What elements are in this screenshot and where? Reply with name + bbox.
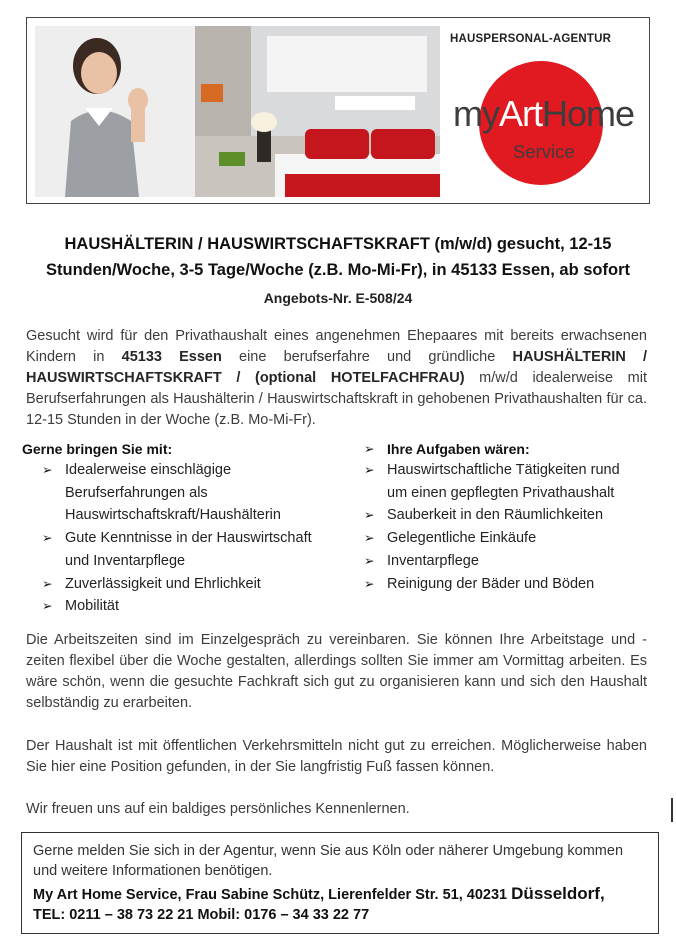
headline-line-2: Stunden/Woche, 3-5 Tage/Woche (z.B. Mo-Mi-Fr), in 45133 Essen, ab sofort: [45, 261, 630, 279]
list-item: ➢ Gelegentliche Einkäufe: [364, 527, 654, 550]
working-hours-paragraph: Die Arbeitszeiten sind im Einzelgespräch zu vereinbaren. Sie können Ihre Arbeitstage und -zeiten flexibel über die Woche gestalten, allerdings sollten Sie immer am Vormittag arbeiten. Es wäre schön, wenn die gesuchte Fachkraft sich gut zu organisieren kann und sich den Haushalt selbständig zu erarbeiten.: [26, 632, 647, 711]
headline-line-1: HAUSHÄLTERIN / HAUSWIRTSCHAFTSKRAFT (m/w/d) gesucht, 12-15: [64, 235, 612, 253]
list-item: ➢ Mobilität: [42, 595, 352, 618]
header-banner: [26, 17, 650, 204]
offer-number: Angebots-Nr. E-508/24: [263, 290, 413, 306]
tasks-heading: ➢ Ihre Aufgaben wären:: [364, 441, 654, 457]
intro-location: 45133 Essen: [121, 349, 222, 365]
intro-paragraph: [26, 326, 647, 431]
intro-text-3: m/w/d idealerweise mit Berufserfahrungen als Haushälterin / Hauswirtschaftskraft in gehobenen Privathaushalten für ca. 12-15 Stunden in der Woche (z.B. Mo-Mi-Fr).: [26, 370, 647, 428]
requirements-section: [22, 441, 352, 618]
contact-phone: TEL: 0211 – 38 73 22 21 Mobil: 0176 – 34 33 22 77: [33, 907, 370, 923]
job-headline: [22, 231, 654, 283]
list-item: ➢ Reinigung der Bäder und Böden: [364, 573, 654, 596]
transport-paragraph: Der Haushalt ist mit öffentlichen Verkehrsmitteln nicht gut zu erreichen. Möglicherweise haben Sie hier eine Position gefunden, in der Sie langfristig Fuß fassen können.: [26, 738, 647, 775]
tasks-section: [364, 441, 654, 595]
collage-image: [35, 26, 440, 197]
contact-company: [33, 884, 648, 905]
logo-part-my: my: [453, 93, 499, 134]
closing-paragraph: Wir freuen uns auf ein baldiges persönliches Kennenlernen.: [26, 801, 410, 817]
logo-part-art: Art: [499, 93, 543, 134]
agency-label: HAUSPERSONAL-AGENTUR: [450, 33, 612, 45]
list-item: ➢ Inventarpflege: [364, 550, 654, 573]
list-item: ➢ Idealerweise einschlägige Berufserfahrungen als Hauswirtschaftskraft/Haushälterin: [42, 459, 315, 527]
requirements-heading: Gerne bringen Sie mit:: [22, 441, 173, 457]
logo-service-text: Service: [513, 141, 575, 162]
margin-mark: [671, 798, 673, 822]
list-item: ➢ Zuverlässigkeit und Ehrlichkeit: [42, 573, 352, 596]
contact-address: My Art Home Service, Frau Sabine Schütz, Lierenfelder Str. 51, 40231: [33, 887, 512, 903]
contact-box: [21, 832, 659, 934]
requirements-list: [42, 459, 352, 618]
contact-city: Düsseldorf,: [511, 884, 605, 903]
contact-text: Gerne melden Sie sich in der Agentur, wenn Sie aus Köln oder näherer Umgebung kommen und weitere Informationen benötigen.: [33, 843, 624, 879]
list-item: ➢ Gute Kenntnisse in der Hauswirtschaft und Inventarpflege: [42, 527, 327, 572]
banner-photo-collage: [35, 26, 440, 197]
list-item: ➢ Sauberkeit in den Räumlichkeiten: [364, 504, 654, 527]
tasks-list: [364, 459, 654, 595]
intro-text-2: eine berufserfahre und gründliche: [221, 349, 513, 365]
brand-logo: [453, 93, 634, 135]
list-item: ➢ Hauswirtschaftliche Tätigkeiten rund um einen gepflegten Privathaushalt: [364, 459, 632, 504]
logo-part-home: Home: [542, 93, 635, 134]
intro-position: HAUSHÄLTERIN / HAUSWIRTSCHAFTSKRAFT / (optional HOTELFACHFRAU): [26, 349, 647, 386]
intro-text-1: Gesucht wird für den Privathaushalt eines angenehmen Ehepaares mit bereits erwachsenen Kindern in: [26, 328, 647, 365]
